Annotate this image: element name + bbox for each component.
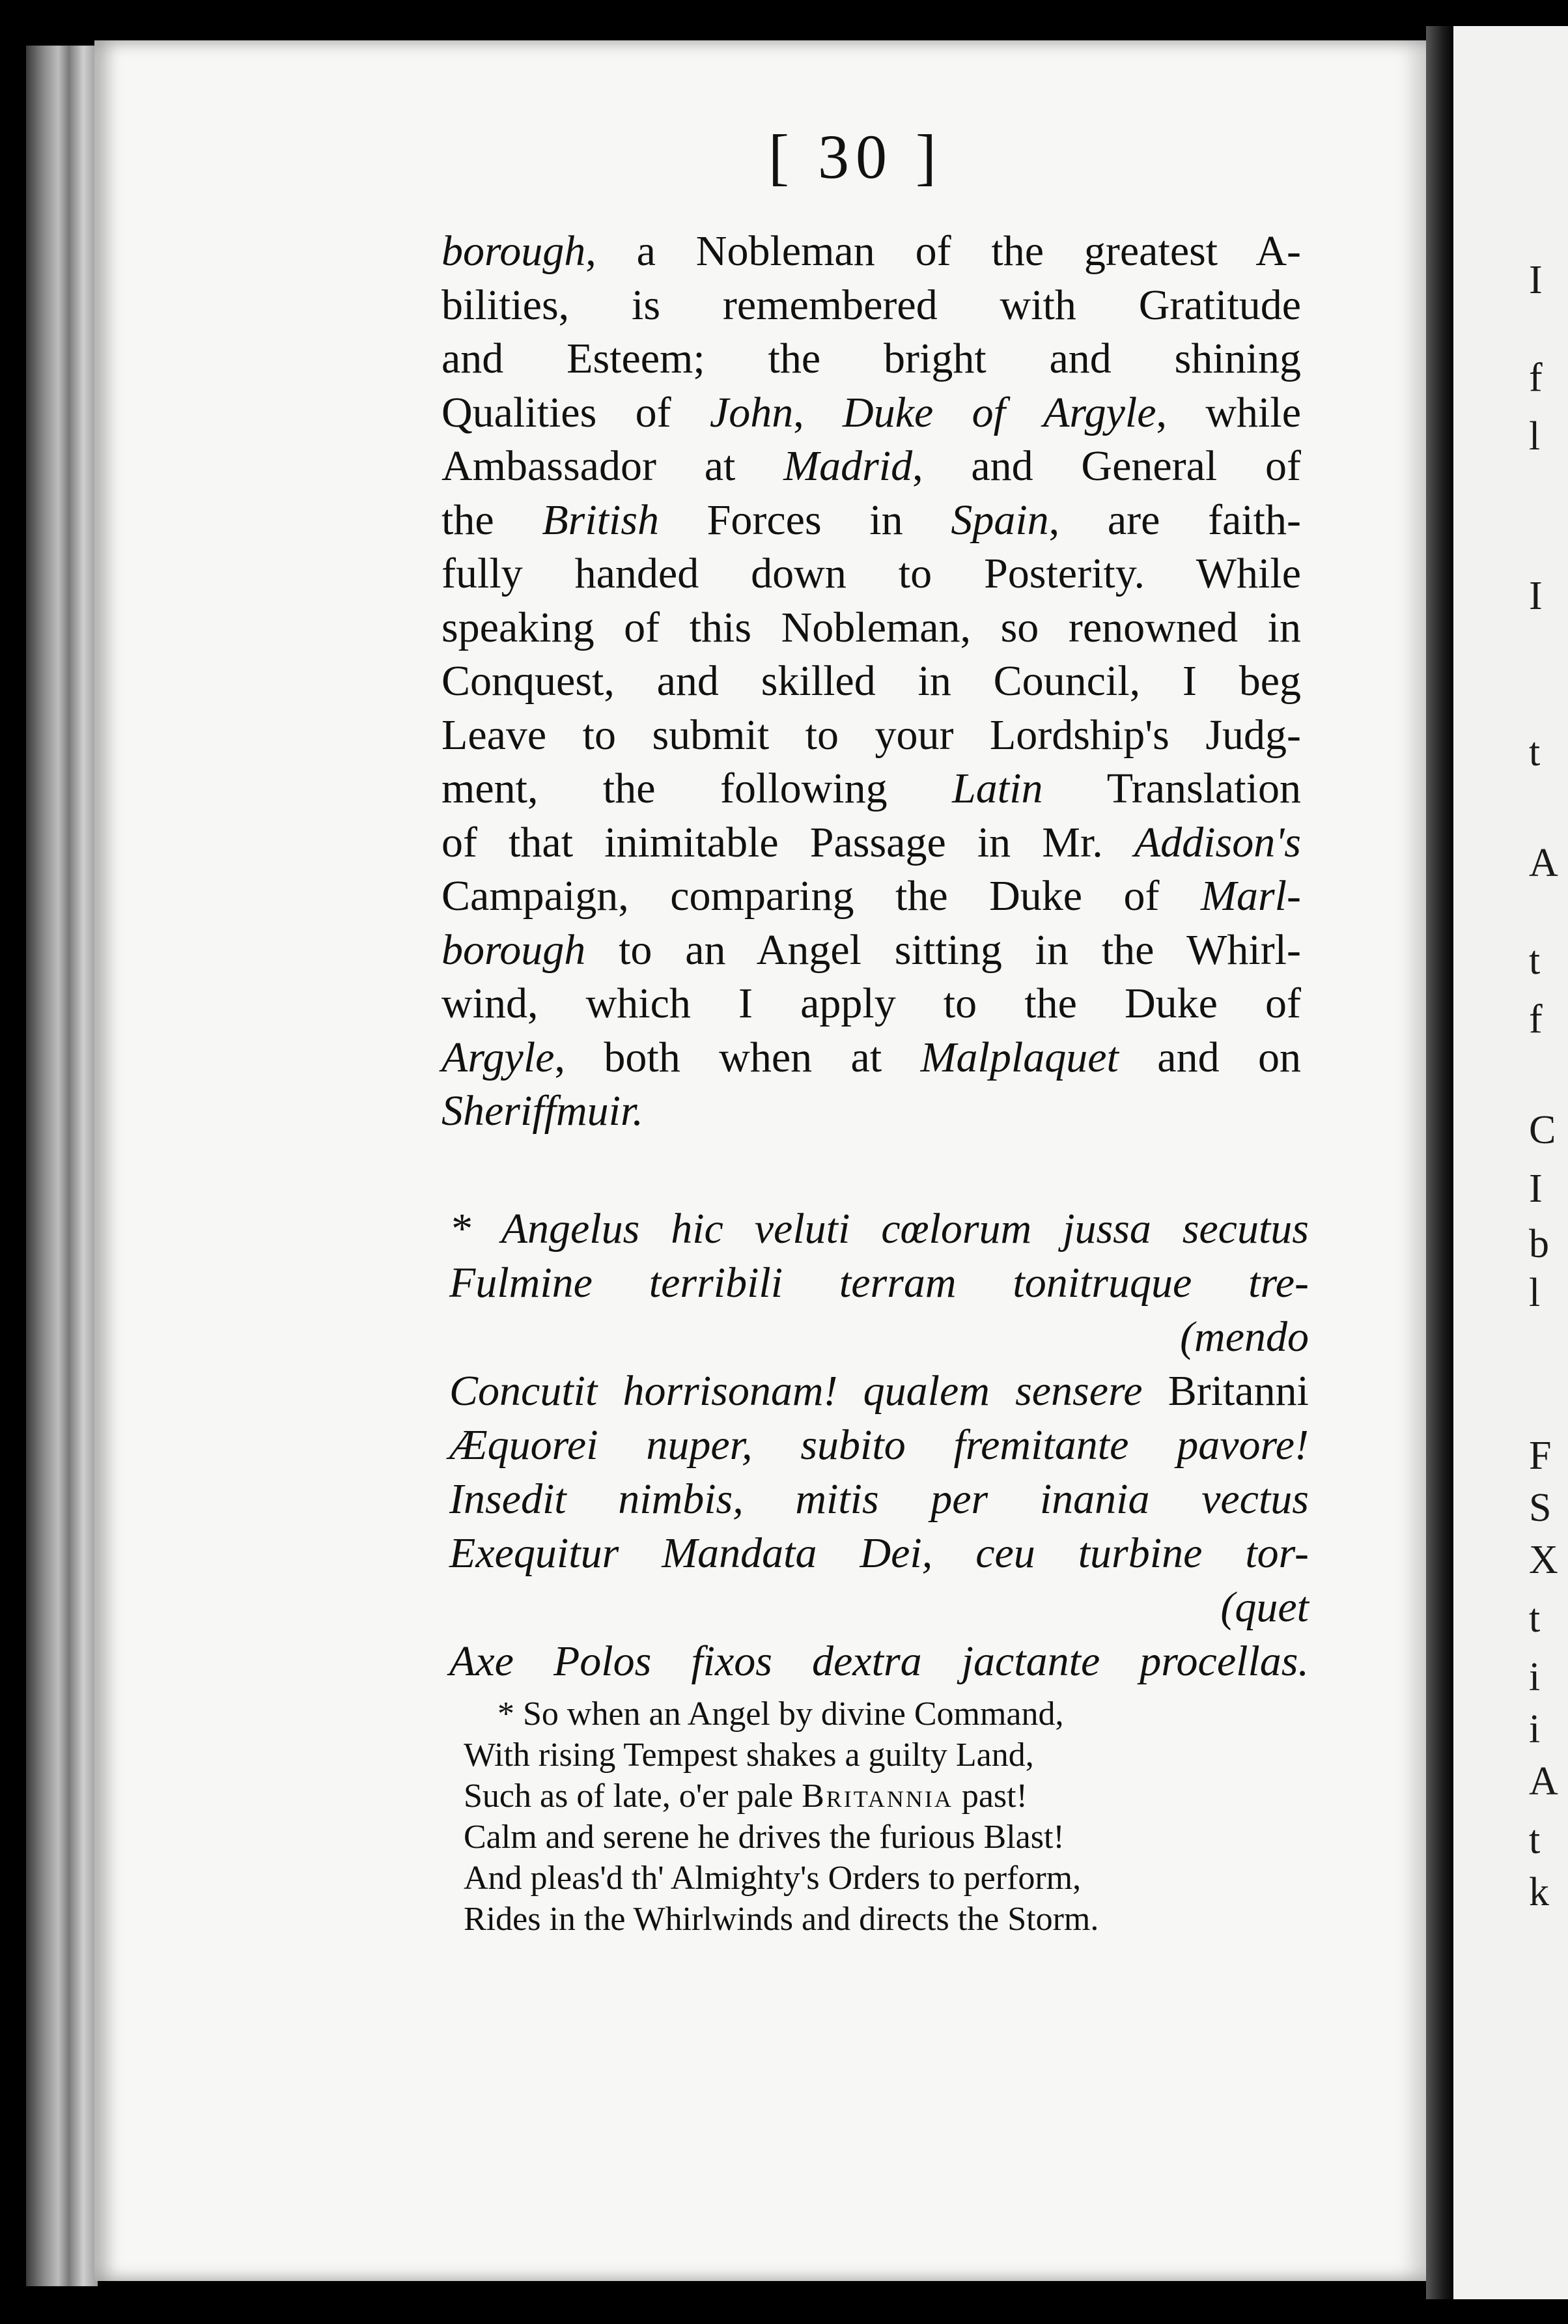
verse-line: Insedit nimbis, mitis per inania vectus — [449, 1475, 1309, 1523]
text-line: of that inimitable Passage in Mr. Addison's — [441, 818, 1301, 866]
footnote-line: Calm and serene he drives the furious Blast! — [464, 1819, 1065, 1856]
verse-turnover: (mendo — [1180, 1313, 1309, 1361]
fragment: f — [1529, 356, 1543, 400]
latin-verse — [449, 1202, 1309, 1688]
fragment: t — [1529, 1818, 1541, 1862]
text-line: Qualities of John, Duke of Argyle, while — [441, 388, 1301, 436]
verse-line: Æquorei nuper, subito fremitante pavore! — [449, 1421, 1309, 1469]
text-line: Sheriffmuir. — [441, 1087, 643, 1135]
fragment: t — [1529, 730, 1541, 774]
verse-line: Axe Polos fixos dextra jactante procellas. — [449, 1637, 1309, 1685]
text-line: Leave to submit to your Lordship's Judg- — [441, 711, 1301, 759]
fragment: i — [1529, 1707, 1541, 1751]
text-line: Conquest, and skilled in Council, I beg — [441, 657, 1301, 705]
text-line: wind, which I apply to the Duke of — [441, 980, 1301, 1027]
footnote-line: And pleas'd th' Almighty's Orders to perform, — [464, 1860, 1082, 1897]
fragment: I — [1529, 258, 1543, 302]
fragment: A — [1529, 841, 1558, 885]
page-number: [ 30 ] — [768, 122, 943, 191]
verse-line: Fulmine terribili terram tonitruque tre- — [449, 1259, 1309, 1307]
text-line: Ambassador at Madrid, and General of — [441, 442, 1301, 490]
fragment: C — [1529, 1108, 1556, 1152]
fragment: A — [1529, 1759, 1558, 1804]
text-line: Campaign, comparing the Duke of Marl- — [441, 872, 1301, 920]
body-paragraph — [441, 225, 1301, 1139]
footnote-line: * So when an Angel by divine Command, — [497, 1695, 1064, 1733]
fragment: l — [1529, 1271, 1541, 1315]
fragment: I — [1529, 1167, 1543, 1211]
text-line: fully handed down to Posterity. While — [441, 550, 1301, 597]
fragment: k — [1529, 1870, 1549, 1914]
text-line: borough to an Angel sitting in the Whirl- — [441, 926, 1301, 974]
text-line: bilities, is remembered with Gratitude — [441, 281, 1301, 329]
text-line: ment, the following Latin Translation — [441, 765, 1301, 812]
fragment: I — [1529, 574, 1543, 618]
text-line: and Esteem; the bright and shining — [441, 335, 1301, 382]
verse-line: Concutit horrisonam! qualem sensere Britanni — [449, 1367, 1309, 1415]
fragment: b — [1529, 1222, 1549, 1266]
fragment: l — [1529, 414, 1541, 459]
text-line: Argyle, both when at Malplaquet and on — [441, 1033, 1301, 1081]
fragment: F — [1529, 1434, 1552, 1478]
fragment: X — [1529, 1538, 1558, 1582]
fragment: t — [1529, 939, 1541, 983]
verse-line: * Angelus hic veluti cœlorum jussa secutus — [449, 1205, 1309, 1253]
text-line: speaking of this Nobleman, so renowned in — [441, 603, 1301, 651]
fragment: f — [1529, 997, 1543, 1042]
verse-line: Exequitur Mandata Dei, ceu turbine tor- — [449, 1529, 1309, 1577]
text-line: the British Forces in Spain, are faith- — [441, 496, 1302, 544]
footnote-line: Rides in the Whirlwinds and directs the Storm. — [464, 1901, 1099, 1938]
footnote-line: Such as of late, o'er pale Britannia past! — [464, 1778, 1028, 1815]
footnote — [464, 1693, 1245, 1940]
text-line: borough, a Nobleman of the greatest A- — [441, 227, 1301, 275]
fragment: i — [1529, 1655, 1541, 1699]
fragment: t — [1529, 1596, 1541, 1641]
footnote-line: With rising Tempest shakes a guilty Land, — [464, 1736, 1034, 1774]
fragment: S — [1529, 1486, 1552, 1530]
verse-turnover: (quet — [1220, 1583, 1309, 1631]
